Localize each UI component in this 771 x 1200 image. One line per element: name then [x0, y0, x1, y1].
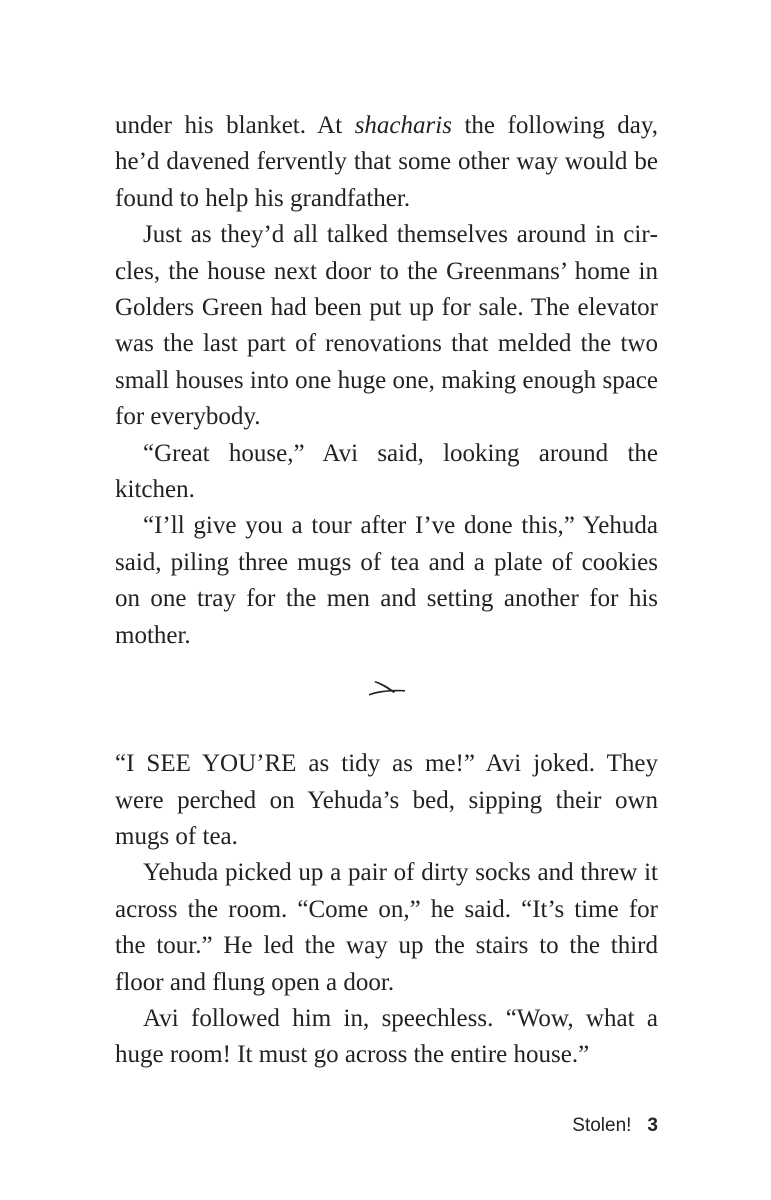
paragraph-text: Yehuda picked up a pair of dirty socks and threw it across the room. “Come on,” he said. “It’s time for the tour.” He led the way up the stairs to the third floor and flung open a door. — [115, 859, 658, 996]
running-footer — [572, 1115, 658, 1137]
paragraph — [115, 1001, 658, 1074]
paragraph-text: “Great house,” Avi said, looking around the kitchen. — [115, 439, 658, 504]
paragraph-text: under his blanket. At — [115, 112, 355, 139]
paragraph-text: “I’ll give you a tour after I’ve done this,” Yehuda said, piling three mugs of tea and a plate of cookies on one tray for the men and setting another for his mother. — [115, 512, 658, 649]
book-title: Stolen! — [572, 1115, 632, 1136]
page-number: 3 — [647, 1115, 658, 1136]
page-body — [115, 108, 658, 1074]
paragraph — [115, 855, 658, 1001]
paragraph — [115, 508, 658, 654]
paragraph — [115, 108, 658, 217]
paragraph — [115, 746, 658, 855]
italic-word: shacharis — [354, 112, 452, 139]
paragraph-text: Avi followed him in, speechless. “Wow, what a huge room! It must go across the entire house.” — [115, 1004, 658, 1069]
paragraph-text: the following day, he’d davened fervently that some other way would be found to help his grandfather. — [115, 112, 658, 212]
paragraph-text: Just as they’d all talked themselves around in circles, the house next door to the Greenmans’ home in Golders Green had been put up for sale. The elevator was the last part of renovations that melded the two small houses into one huge one, making enough space for everybody. — [115, 221, 658, 431]
scene-break-flourish-icon — [365, 678, 409, 700]
paragraph-text: “I SEE YOU’RE as tidy as me!” Avi joked. They were perched on Yehuda’s bed, sipping their own mugs of tea. — [115, 750, 658, 850]
paragraph — [115, 436, 658, 509]
paragraph — [115, 217, 658, 435]
scene-break — [115, 678, 658, 714]
